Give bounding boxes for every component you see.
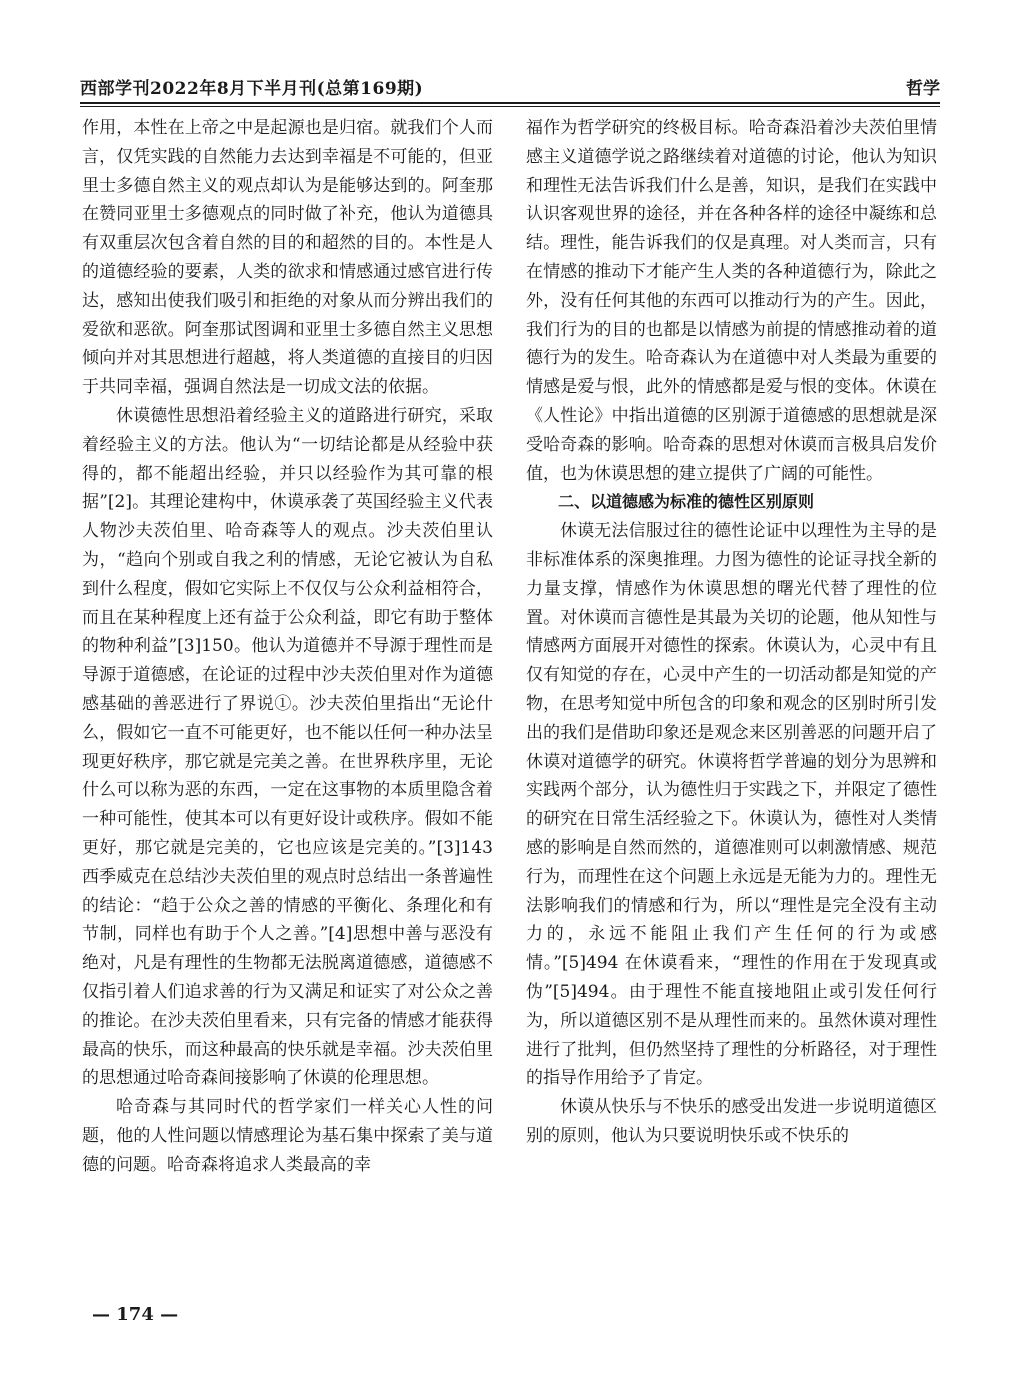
- header-rule-thick: [80, 102, 940, 104]
- header-rule-thin: [80, 106, 940, 107]
- paragraph: 休谟从快乐与不快乐的感受出发进一步说明道德区别的原则，他认为只要说明快乐或不快乐的: [526, 1097, 937, 1146]
- paragraph: 休谟德性思想沿着经验主义的道路进行研究，采取着经验主义的方法。他认为“一切结论都是从经验中获得的，都不能超出经验，并只以经验作为其可靠的根据”[2]。其理论建构中，休谟承袭了英国经验主义代表人物沙夫茨伯里、哈奇森等人的观点。沙夫茨伯里认为，“趋向个别或自我之利的情感，无论它被认为自私到什么程度，假如它实际上不仅仅与公众利益相符合，而且在某种程度上还有益于公众利益，即它有助于整体的物种利益”[3]150。他认为道德并不导源于理性而是导源于道德感，在论证的过程中沙夫茨伯里对作为道德感基础的善恶进行了界说①。沙夫茨伯里指出“无论什么，假如它一直不可能更好，也不能以任何一种办法呈现更好秩序，那它就是完美之善。在世界秩序里，无论什么可以称为恶的东西，一定在这事物的本质里隐含着一种可能性，使其本可以有更好设计或秩序。假如不能更好，那它就是完美的，它也应该是完美的。”[3]143 西季威克在总结沙夫茨伯里的观点时总结出一条普遍性的结论：“趋于公众之善的情感的平衡化、条理化和有节制，同样也有助于个人之善。”[4]思想中善与恶没有绝对，凡是有理性的生物都无法脱离道德感，道德感不仅指引着人们追求善的行为又满足和证实了对公众之善的推论。在沙夫茨伯里看来，只有完备的情感才能获得最高的快乐，而这种最高的快乐就是幸福。沙夫茨伯里的思想通过哈奇森间接影响了休谟的伦理思想。: [82, 405, 493, 1089]
- page-header: [80, 74, 940, 100]
- paragraph: 休谟无法信服过往的德性论证中以理性为主导的是非标准体系的深奥推理。力图为德性的论证寻找全新的力量支撑，情感作为休谟思想的曙光代替了理性的位置。对休谟而言德性是其最为关切的论题，他从知性与情感两方面展开对德性的探索。休谟认为，心灵中有且仅有知觉的存在，心灵中产生的一切活动都是知觉的产物，在思考知觉中所包含的印象和观念的区别时所引发出的我们是借助印象还是观念来区别善恶的问题开启了休谟对道德学的研究。休谟将哲学普遍的划分为思辨和实践两个部分，认为德性归于实践之下，并限定了德性的研究在日常生活经验之下。休谟认为，德性对人类情感的影响是自然而然的，道德准则可以刺激情感、规范行为，而理性在这个问题上永远是无能为力的。理性无法影响我们的情感和行为，所以“理性是完全没有主动力的，永远不能阻止我们产生任何的行为或感情。”[5]494 在休谟看来，“理性的作用在于发现真或伪”[5]494。由于理性不能直接地阻止或引发任何行为，所以道德区别不是从理性而来的。虽然休谟对理性进行了批判，但仍然坚持了理性的分析路径，对于理性的指导作用给予了肯定。: [526, 521, 937, 1089]
- right-column: [526, 114, 937, 1151]
- paragraph: 哈奇森与其同时代的哲学家们一样关心人性的问题，他的人性问题以情感理论为基石集中探索了美与道德的问题。哈奇森将追求人类最高的幸: [82, 1097, 493, 1175]
- page-number: — 174 —: [92, 1304, 179, 1325]
- left-column: [82, 114, 493, 1179]
- paragraph: 福作为哲学研究的终极目标。哈奇森沿着沙夫茨伯里情感主义道德学说之路继续着对道德的讨论，他认为知识和理性无法告诉我们什么是善，知识，是我们在实践中认识客观世界的途径，并在各种各样的途径中凝练和总结。理性，能告诉我们的仅是真理。对人类而言，只有在情感的推动下才能产生人类的各种道德行为，除此之外，没有任何其他的东西可以推动行为的产生。因此，我们行为的目的也都是以情感为前提的情感推动着的道德行为的发生。哈奇森认为在道德中对人类最为重要的情感是爱与恨，此外的情感都是爱与恨的变体。休谟在《人性论》中指出道德的区别源于道德感的思想就是深受哈奇森的影响。哈奇森的思想对休谟而言极具启发价值，也为休谟思想的建立提供了广阔的可能性。: [526, 118, 937, 484]
- section-label: 哲学: [906, 79, 940, 99]
- paragraph: 作用，本性在上帝之中是起源也是归宿。就我们个人而言，仅凭实践的自然能力去达到幸福是不可能的，但亚里士多德自然主义的观点却认为是能够达到的。阿奎那在赞同亚里士多德观点的同时做了补充，他认为道德具有双重层次包含着自然的目的和超然的目的。本性是人的道德经验的要素，人类的欲求和情感通过感官进行传达，感知出使我们吸引和拒绝的对象从而分辨出我们的爱欲和恶欲。阿奎那试图调和亚里士多德自然主义思想倾向并对其思想进行超越，将人类道德的直接目的归因于共同幸福，强调自然法是一切成文法的依据。: [82, 118, 493, 398]
- journal-title: 西部学刊2022年8月下半月刊(总第169期): [80, 79, 424, 99]
- section-heading: 二、以道德感为标准的德性区别原则: [558, 492, 815, 512]
